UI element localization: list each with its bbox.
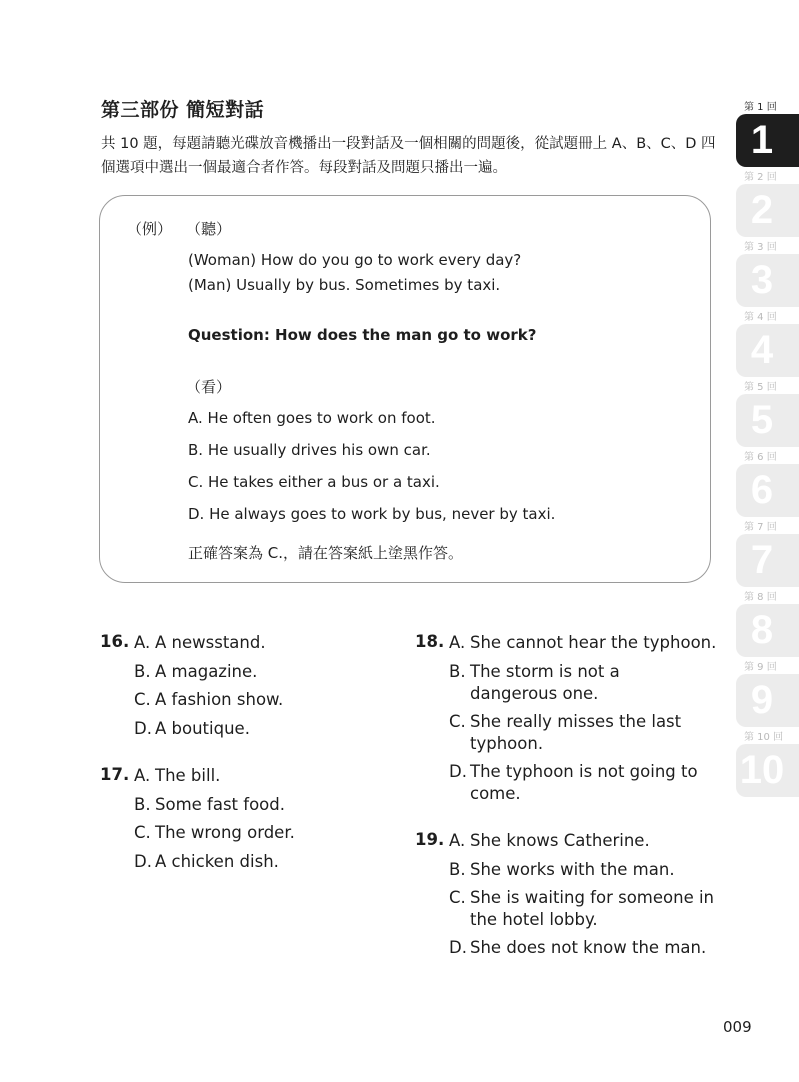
option-c[interactable]	[134, 822, 295, 844]
option-text: A newsstand.	[155, 633, 266, 652]
tab-round-9[interactable]	[736, 658, 799, 728]
option-c[interactable]	[449, 887, 719, 931]
tab-label: 第 7 回	[744, 522, 777, 533]
tab-number: 10	[739, 748, 785, 792]
tab-round-1[interactable]	[736, 98, 799, 168]
option-d[interactable]	[449, 937, 719, 959]
option-letter: C.	[134, 690, 151, 709]
option-text: She cannot hear the typhoon.	[470, 633, 717, 652]
example-option-c: C. He takes either a bus or a taxi.	[188, 473, 440, 491]
option-a[interactable]	[134, 765, 220, 787]
instructions: 共 10 題，每題請聽光碟放音機播出一段對話及一個相關的問題後，從試題冊上 A、B、C、D 四個選項中選出一個最適合者作答。每段對話及問題只播出一遍。	[101, 136, 716, 176]
tab-number: 7	[750, 538, 774, 582]
option-text: Some fast food.	[155, 795, 285, 814]
option-letter: C.	[449, 712, 466, 731]
example-answer: 正確答案為 C.，請在答案紙上塗黑作答。	[188, 544, 464, 562]
tab-round-4[interactable]	[736, 308, 799, 378]
tab-number: 8	[750, 608, 774, 652]
example-question: Question: How does the man go to work?	[188, 326, 537, 344]
tab-label: 第 9 回	[744, 662, 777, 673]
question-number: 17.	[100, 765, 130, 784]
option-a[interactable]	[134, 632, 266, 654]
question-16	[100, 632, 370, 742]
option-letter: D.	[134, 852, 152, 871]
option-c[interactable]	[449, 711, 699, 755]
option-text: She really misses the last typhoon.	[470, 712, 682, 753]
tab-round-7[interactable]	[736, 518, 799, 588]
tab-number: 5	[750, 398, 774, 442]
option-letter: C.	[449, 888, 466, 907]
example-woman-line: (Woman) How do you go to work every day?	[188, 251, 522, 269]
option-a[interactable]	[449, 830, 719, 852]
option-b[interactable]	[449, 859, 719, 881]
option-letter: C.	[134, 823, 151, 842]
option-b[interactable]	[449, 661, 709, 705]
example-option-d: D. He always goes to work by bus, never by taxi.	[188, 505, 556, 523]
page-number: 009	[723, 1018, 752, 1036]
tab-round-2[interactable]	[736, 168, 799, 238]
option-letter: B.	[449, 662, 466, 681]
look-label: （看）	[186, 378, 232, 396]
example-option-a: A. He often goes to work on foot.	[188, 409, 436, 427]
question-19	[415, 830, 720, 970]
option-b[interactable]	[134, 794, 285, 816]
option-text: She works with the man.	[470, 860, 675, 879]
example-label: （例）	[127, 220, 173, 238]
section-title: 第三部份 簡短對話	[101, 99, 265, 121]
tab-round-3[interactable]	[736, 238, 799, 308]
option-a[interactable]	[449, 632, 719, 654]
option-text: She is waiting for someone in the hotel lobby.	[470, 888, 715, 929]
option-text: The wrong order.	[155, 823, 295, 842]
option-text: A boutique.	[155, 719, 250, 738]
option-letter: B.	[134, 795, 151, 814]
option-text: She knows Catherine.	[470, 831, 650, 850]
option-text: The bill.	[155, 766, 221, 785]
tab-number: 6	[750, 468, 774, 512]
tab-label: 第 8 回	[744, 592, 777, 603]
option-letter: D.	[134, 719, 152, 738]
option-text: The storm is not a dangerous one.	[470, 662, 620, 703]
example-man-line: (Man) Usually by bus. Sometimes by taxi.	[188, 276, 501, 294]
tab-round-10[interactable]	[736, 728, 799, 798]
option-text: A fashion show.	[155, 690, 284, 709]
option-d[interactable]	[134, 718, 250, 740]
option-letter: A.	[449, 831, 466, 850]
tab-number: 2	[750, 188, 774, 232]
tab-label: 第 1 回	[744, 102, 777, 113]
tab-label: 第 5 回	[744, 382, 777, 393]
option-letter: D.	[449, 938, 467, 957]
option-c[interactable]	[134, 689, 283, 711]
tab-label: 第 2 回	[744, 172, 777, 183]
tab-number: 4	[750, 328, 774, 372]
example-option-b: B. He usually drives his own car.	[188, 441, 431, 459]
tab-number: 1	[750, 118, 774, 162]
tab-round-8[interactable]	[736, 588, 799, 658]
question-number: 19.	[415, 830, 445, 849]
option-text: The typhoon is not going to come.	[470, 762, 698, 803]
option-text: A chicken dish.	[155, 852, 279, 871]
tab-number: 9	[750, 678, 774, 722]
tab-label: 第 3 回	[744, 242, 777, 253]
tab-number: 3	[750, 258, 774, 302]
option-letter: A.	[134, 633, 151, 652]
option-letter: D.	[449, 762, 467, 781]
question-17	[100, 765, 370, 875]
option-letter: A.	[449, 633, 466, 652]
option-b[interactable]	[134, 661, 257, 683]
option-letter: A.	[134, 766, 151, 785]
option-text: A magazine.	[155, 662, 258, 681]
tab-label: 第 10 回	[744, 732, 784, 743]
question-18	[415, 632, 720, 812]
tab-round-5[interactable]	[736, 378, 799, 448]
option-d[interactable]	[449, 761, 699, 805]
tab-label: 第 6 回	[744, 452, 777, 463]
question-number: 18.	[415, 632, 445, 651]
tab-label: 第 4 回	[744, 312, 777, 323]
option-d[interactable]	[134, 851, 279, 873]
tab-round-6[interactable]	[736, 448, 799, 518]
question-number: 16.	[100, 632, 130, 651]
option-letter: B.	[134, 662, 151, 681]
option-letter: B.	[449, 860, 466, 879]
option-text: She does not know the man.	[470, 938, 707, 957]
listen-label: （聽）	[186, 220, 232, 238]
